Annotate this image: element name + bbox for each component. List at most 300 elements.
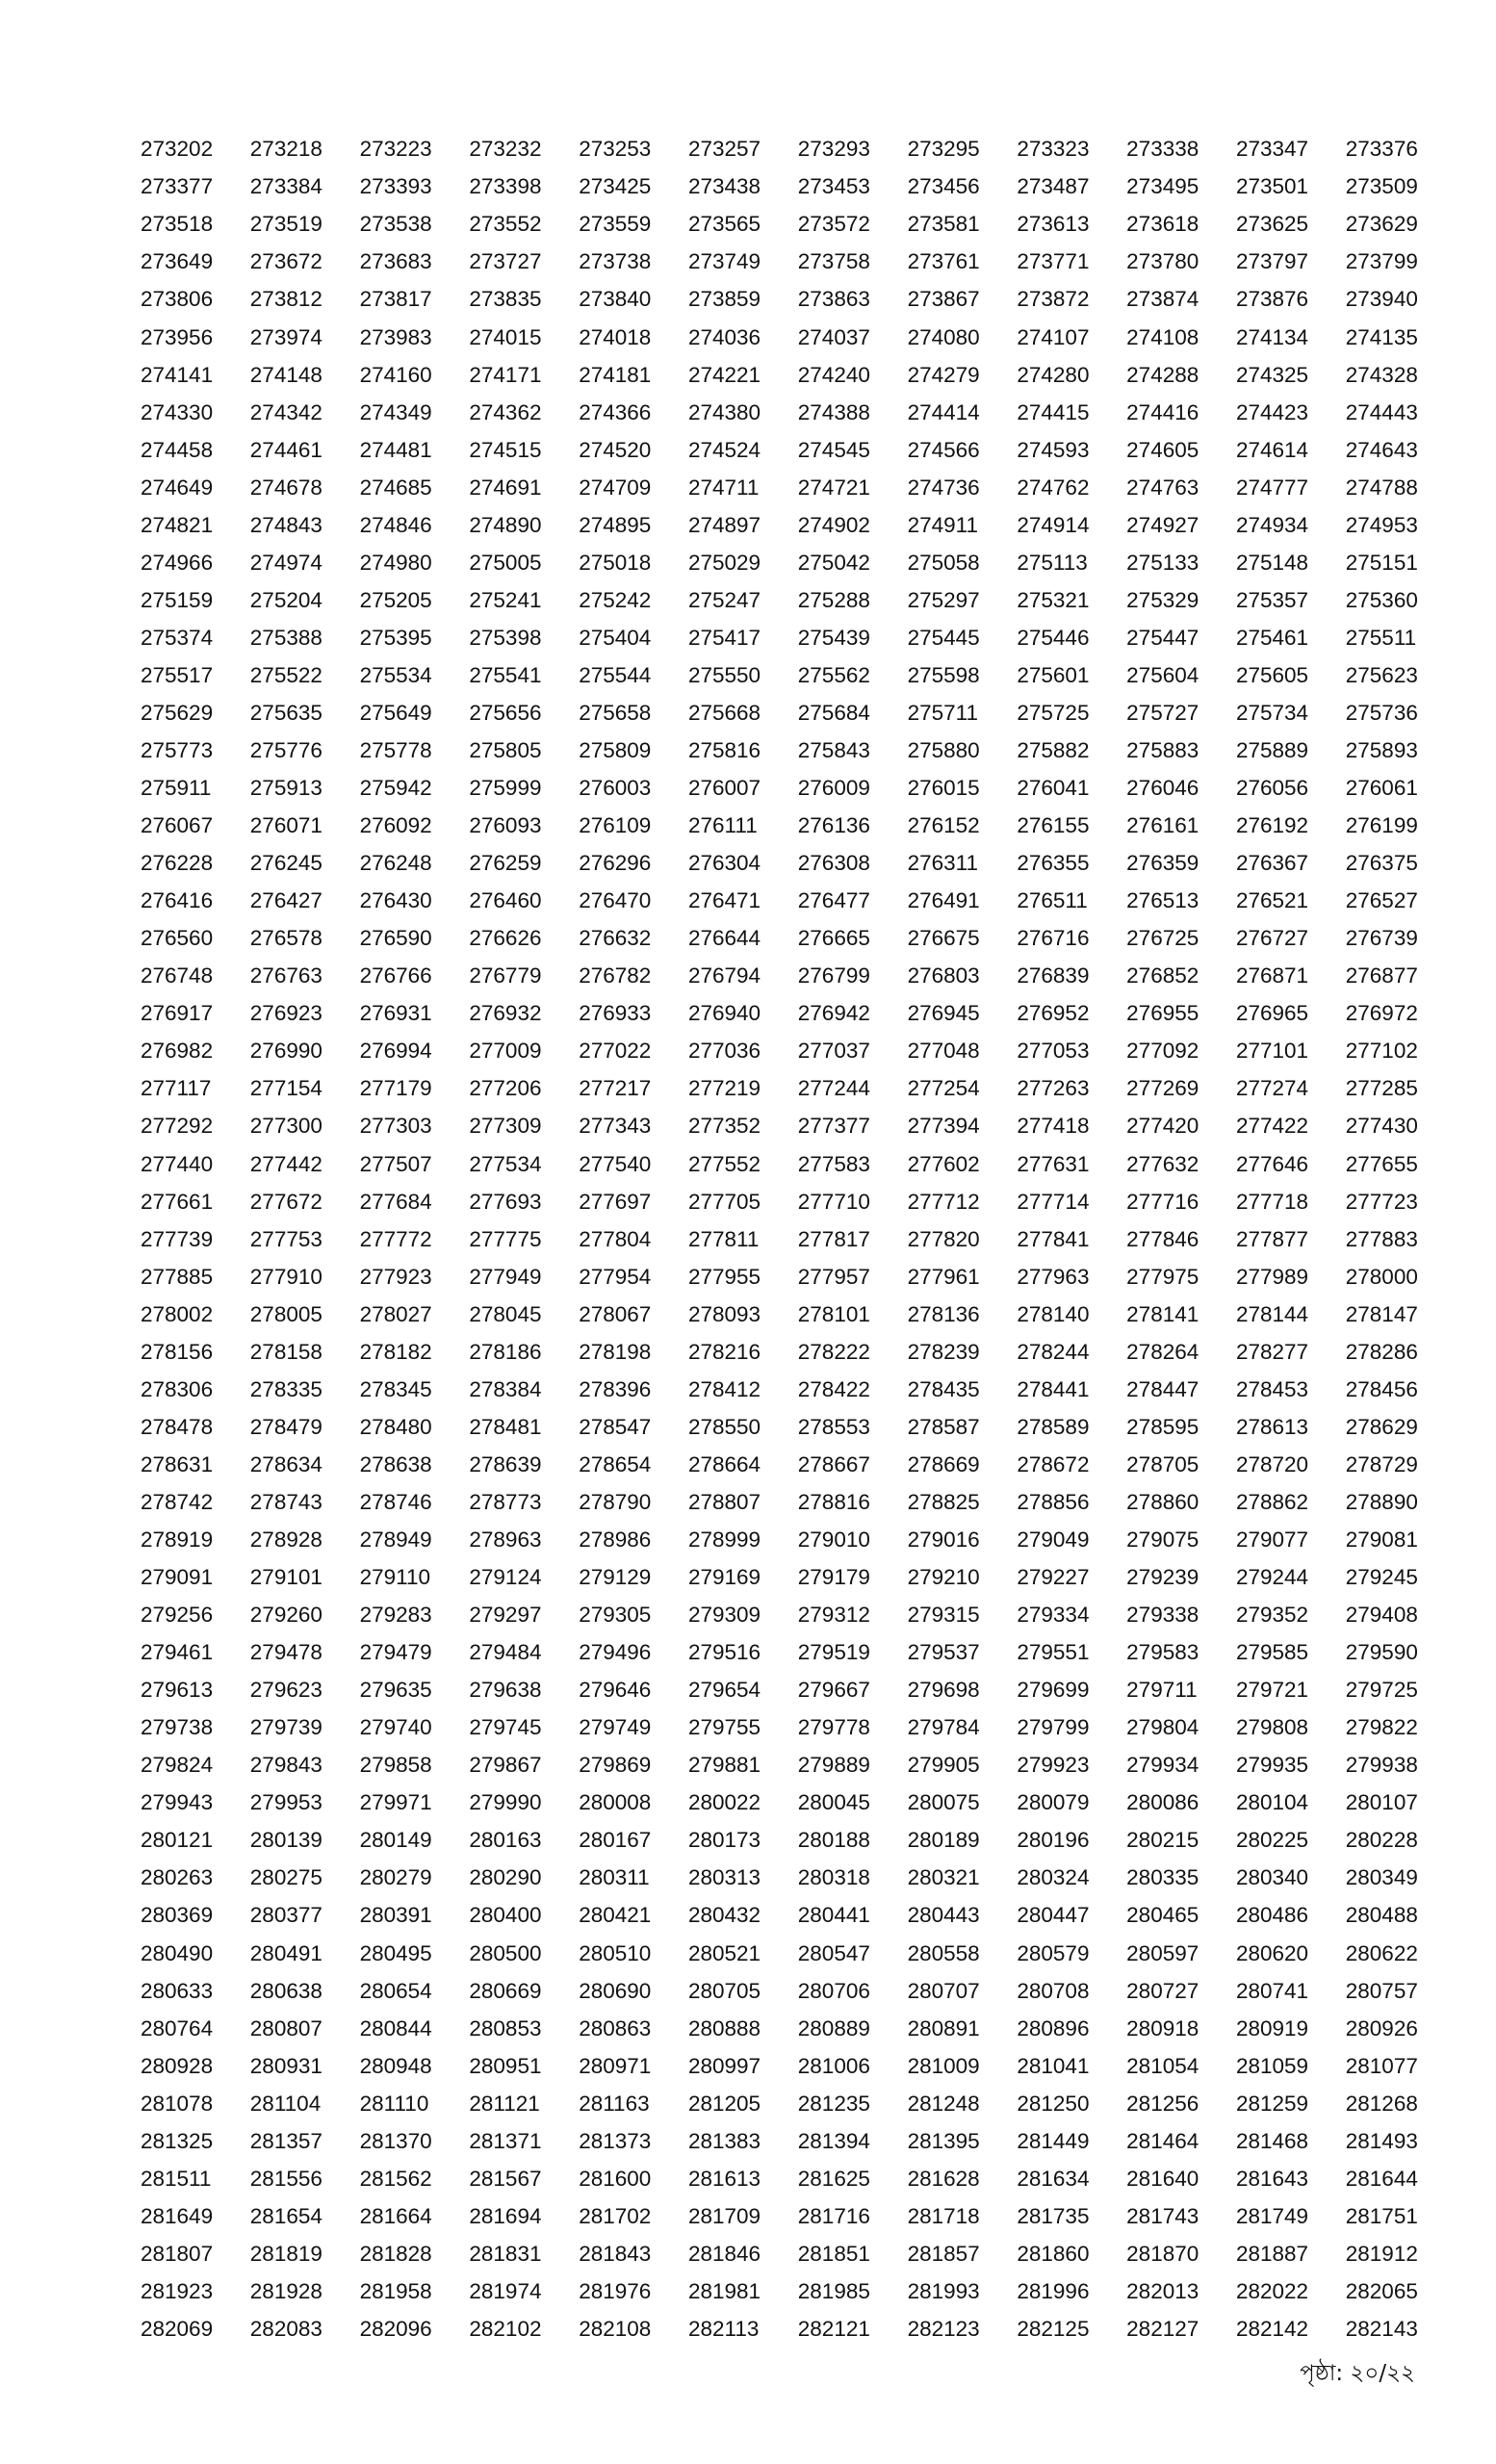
number-cell: 279755: [687, 1715, 761, 1740]
number-cell: 275776: [249, 738, 322, 763]
number-cell: 279124: [469, 1565, 542, 1590]
number-cell: 280079: [1017, 1790, 1090, 1815]
number-cell: 276994: [359, 1039, 432, 1064]
grid-row: [141, 620, 1431, 657]
number-cell: 279537: [907, 1640, 980, 1665]
number-cell: 274134: [1235, 324, 1309, 349]
number-cell: 274593: [1017, 437, 1090, 462]
grid-row: [141, 2273, 1431, 2311]
number-cell: 273629: [1345, 212, 1418, 237]
number-cell: 280104: [1235, 1790, 1309, 1815]
number-cell: 273295: [907, 137, 980, 162]
number-cell: 278746: [359, 1489, 432, 1514]
number-cell: 280500: [469, 1940, 542, 1965]
number-cell: 280926: [1345, 2015, 1418, 2040]
number-cell: 280075: [907, 1790, 980, 1815]
number-cell: 280196: [1017, 1828, 1090, 1853]
number-cell: 273940: [1345, 287, 1418, 312]
number-cell: 274279: [907, 362, 980, 387]
number-cell: 281807: [141, 2241, 214, 2266]
number-cell: 279843: [249, 1753, 322, 1778]
number-cell: 277989: [1235, 1264, 1309, 1289]
grid-row: [141, 1522, 1431, 1559]
number-cell: 278198: [579, 1339, 652, 1364]
number-cell: 274524: [687, 437, 761, 462]
number-cell: 276155: [1017, 813, 1090, 838]
number-cell: 277910: [249, 1264, 322, 1289]
number-cell: 273672: [249, 249, 322, 274]
number-cell: 278447: [1126, 1376, 1199, 1401]
number-cell: 278101: [797, 1301, 870, 1326]
number-cell: 273840: [579, 287, 652, 312]
number-cell: 281743: [1126, 2203, 1199, 2228]
number-cell: 279784: [907, 1715, 980, 1740]
number-cell: 276015: [907, 776, 980, 801]
grid-row: [141, 883, 1431, 920]
grid-row: [141, 845, 1431, 883]
number-cell: 279551: [1017, 1640, 1090, 1665]
number-cell: 275357: [1235, 587, 1309, 612]
number-cell: 281958: [359, 2278, 432, 2303]
number-cell: 276782: [579, 963, 652, 988]
number-cell: 276665: [797, 926, 870, 951]
number-cell: 281912: [1345, 2241, 1418, 2266]
number-cell: 280741: [1235, 1978, 1309, 2003]
number-cell: 277540: [579, 1151, 652, 1176]
number-cell: 274902: [797, 512, 870, 537]
number-cell: 279778: [797, 1715, 870, 1740]
number-cell: 273518: [141, 212, 214, 237]
grid-row: [141, 1822, 1431, 1860]
number-cell: 280173: [687, 1828, 761, 1853]
number-cell: 277632: [1126, 1151, 1199, 1176]
number-cell: 274691: [469, 475, 542, 500]
number-cell: 273876: [1235, 287, 1309, 312]
number-cell: 281121: [469, 2091, 540, 2116]
number-cell: 278027: [359, 1301, 432, 1326]
grid-row: [141, 1296, 1431, 1333]
number-cell: 273983: [359, 324, 432, 349]
number-cell: 276367: [1235, 851, 1309, 876]
number-cell: 276359: [1126, 851, 1199, 876]
number-cell: 277885: [141, 1264, 214, 1289]
number-cell: 280706: [797, 1978, 870, 2003]
number-cell: 280465: [1126, 1903, 1199, 1928]
number-cell: 275005: [469, 550, 542, 575]
grid-row: [141, 1597, 1431, 1634]
number-cell: 278186: [469, 1339, 542, 1364]
grid-row: [141, 1784, 1431, 1822]
number-cell: 281059: [1235, 2053, 1309, 2078]
number-cell: 279881: [687, 1753, 761, 1778]
number-cell: 275725: [1017, 700, 1090, 725]
number-cell: 279583: [1126, 1640, 1199, 1665]
number-cell: 276311: [907, 851, 978, 876]
number-cell: 280188: [797, 1828, 870, 1853]
number-cell: 279077: [1235, 1527, 1309, 1552]
number-cell: 273438: [687, 174, 761, 199]
number-cell: 273232: [469, 137, 542, 162]
number-cell: 281464: [1126, 2128, 1199, 2153]
number-cell: 278480: [359, 1414, 432, 1439]
number-cell: 277693: [469, 1189, 542, 1214]
grid-row: [141, 168, 1431, 206]
number-cell: 276470: [579, 888, 652, 913]
number-cell: 277655: [1345, 1151, 1418, 1176]
number-cell: 277705: [687, 1189, 761, 1214]
number-cell: 280844: [359, 2015, 432, 2040]
grid-row: [141, 657, 1431, 695]
number-cell: 276375: [1345, 851, 1418, 876]
number-cell: 281078: [141, 2091, 214, 2116]
grid-row: [141, 1672, 1431, 1709]
number-cell: 280620: [1235, 1940, 1309, 1965]
number-cell: 273323: [1017, 137, 1090, 162]
number-cell: 277817: [797, 1226, 870, 1251]
number-cell: 277422: [1235, 1114, 1309, 1139]
number-cell: 274911: [907, 512, 978, 537]
grid-row: [141, 2047, 1431, 2085]
number-cell: 276192: [1235, 813, 1309, 838]
number-cell: 276779: [469, 963, 542, 988]
number-cell: 274160: [359, 362, 432, 387]
number-cell: 278479: [249, 1414, 322, 1439]
number-cell: 274545: [797, 437, 870, 462]
number-cell: 277430: [1345, 1114, 1418, 1139]
number-cell: 276071: [249, 813, 322, 838]
number-cell: 276003: [579, 776, 652, 801]
number-cell: 280167: [579, 1828, 652, 1853]
grid-row: [141, 770, 1431, 808]
number-cell: 279889: [797, 1753, 870, 1778]
number-cell: 281625: [797, 2166, 870, 2191]
number-cell: 276725: [1126, 926, 1199, 951]
number-cell: 282102: [469, 2316, 542, 2341]
grid-row: [141, 2010, 1431, 2047]
number-cell: 279129: [579, 1565, 652, 1590]
number-cell: 276477: [797, 888, 870, 913]
number-cell: 277534: [469, 1151, 542, 1176]
number-cell: 279635: [359, 1678, 432, 1703]
number-cell: 274914: [1017, 512, 1090, 537]
number-cell: 277036: [687, 1039, 761, 1064]
number-cell: 280633: [141, 1978, 214, 2003]
number-cell: 275511: [1345, 625, 1417, 650]
number-cell: 280891: [907, 2015, 980, 2040]
number-cell: 281248: [907, 2091, 980, 2116]
number-cell: 279169: [687, 1565, 761, 1590]
number-cell: 278729: [1345, 1451, 1418, 1476]
number-cell: 275329: [1126, 587, 1199, 612]
number-cell: 282069: [141, 2316, 214, 2341]
number-cell: 279081: [1345, 1527, 1418, 1552]
number-cell: 279260: [249, 1603, 322, 1628]
number-cell: 279256: [141, 1603, 214, 1628]
number-cell: 280491: [249, 1940, 322, 1965]
number-cell: 273683: [359, 249, 432, 274]
number-cell: 274148: [249, 362, 322, 387]
number-cell: 281996: [1017, 2278, 1090, 2303]
grid-row: [141, 131, 1431, 168]
number-cell: 278045: [469, 1301, 542, 1326]
number-cell: 273519: [249, 212, 322, 237]
number-cell: 273384: [249, 174, 322, 199]
number-cell: 280275: [249, 1865, 322, 1890]
number-cell: 276839: [1017, 963, 1090, 988]
number-cell: 282083: [249, 2316, 322, 2341]
number-cell: 280971: [579, 2053, 652, 2078]
number-cell: 279869: [579, 1753, 652, 1778]
number-cell: 277820: [907, 1226, 980, 1251]
number-cell: 281640: [1126, 2166, 1199, 2191]
grid-row: [141, 1258, 1431, 1296]
number-cell: 278790: [579, 1489, 652, 1514]
number-cell: 273393: [359, 174, 432, 199]
number-cell: 275889: [1235, 738, 1309, 763]
number-cell: 275736: [1345, 700, 1418, 725]
number-cell: 279016: [907, 1527, 980, 1552]
number-cell: 276427: [249, 888, 322, 913]
number-cell: 273456: [907, 174, 980, 199]
number-cell: 276259: [469, 851, 542, 876]
number-cell: 277631: [1017, 1151, 1090, 1176]
number-cell: 276945: [907, 1001, 980, 1026]
number-cell: 279334: [1017, 1603, 1090, 1628]
number-cell: 281976: [579, 2278, 652, 2303]
page-number: পৃষ্ঠা: ২০/২২: [1300, 2361, 1415, 2386]
number-cell: 280121: [141, 1828, 214, 1853]
number-cell: 274643: [1345, 437, 1418, 462]
number-cell: 282108: [579, 2316, 652, 2341]
number-cell: 275550: [687, 662, 761, 687]
number-cell: 273538: [359, 212, 432, 237]
number-cell: 280888: [687, 2015, 761, 2040]
number-cell: 274788: [1345, 475, 1418, 500]
number-cell: 277883: [1345, 1226, 1418, 1251]
number-cell: 280486: [1235, 1903, 1309, 1928]
number-cell: 275883: [1126, 738, 1199, 763]
number-cell: 278629: [1345, 1414, 1418, 1439]
number-cell: 276803: [907, 963, 980, 988]
number-cell: 277955: [687, 1264, 761, 1289]
number-cell: 275562: [797, 662, 870, 687]
number-cell: 281846: [687, 2241, 761, 2266]
number-cell: 275604: [1126, 662, 1199, 687]
number-cell: 278595: [1126, 1414, 1199, 1439]
number-cell: 275204: [249, 587, 322, 612]
grid-row: [141, 1559, 1431, 1597]
number-cell: 277053: [1017, 1039, 1090, 1064]
number-cell: 277206: [469, 1076, 542, 1101]
number-cell: 279075: [1126, 1527, 1199, 1552]
number-cell: 273509: [1345, 174, 1418, 199]
number-cell: 274678: [249, 475, 322, 500]
number-cell: 274461: [249, 437, 322, 462]
number-cell: 274388: [797, 399, 870, 424]
number-cell: 278478: [141, 1414, 214, 1439]
number-cell: 278856: [1017, 1489, 1090, 1514]
number-cell: 278412: [687, 1376, 761, 1401]
number-cell: 280324: [1017, 1865, 1090, 1890]
number-cell: 276416: [141, 888, 214, 913]
number-cell: 277661: [141, 1189, 214, 1214]
grid-row: [141, 2198, 1431, 2236]
number-cell: 273398: [469, 174, 542, 199]
number-cell: 273347: [1235, 137, 1309, 162]
number-cell: 280521: [687, 1940, 761, 1965]
number-cell: 277646: [1235, 1151, 1309, 1176]
grid-row: [141, 2161, 1431, 2198]
number-cell: 276491: [907, 888, 980, 913]
number-cell: 281981: [687, 2278, 761, 2303]
number-cell: 279646: [579, 1678, 652, 1703]
number-cell: 281870: [1126, 2241, 1199, 2266]
number-cell: 281268: [1345, 2091, 1418, 2116]
grid-row: [141, 1747, 1431, 1784]
grid-row: [141, 732, 1431, 770]
number-cell: 280707: [907, 1978, 980, 2003]
number-cell: 279297: [469, 1603, 542, 1628]
grid-row: [141, 319, 1431, 356]
number-cell: 275913: [249, 776, 322, 801]
number-cell: 275517: [141, 662, 214, 687]
number-cell: 281077: [1345, 2053, 1418, 2078]
number-cell: 279590: [1345, 1640, 1418, 1665]
number-cell: 275880: [907, 738, 980, 763]
number-cell: 278158: [249, 1339, 322, 1364]
number-cell: 277154: [249, 1076, 322, 1101]
number-cell: 277772: [359, 1226, 432, 1251]
number-cell: 281718: [907, 2203, 980, 2228]
number-cell: 273218: [249, 137, 322, 162]
number-cell: 281357: [249, 2128, 322, 2153]
number-cell: 274414: [907, 399, 980, 424]
number-cell: 277804: [579, 1226, 652, 1251]
number-cell: 281664: [359, 2203, 432, 2228]
number-cell: 278182: [359, 1339, 432, 1364]
number-cell: 276161: [1126, 813, 1199, 838]
number-cell: 281556: [249, 2166, 322, 2191]
number-cell: 279245: [1345, 1565, 1418, 1590]
number-cell: 279461: [141, 1640, 214, 1665]
number-cell: 273581: [907, 212, 980, 237]
number-cell: 281511: [141, 2166, 212, 2191]
number-cell: 279905: [907, 1753, 980, 1778]
number-cell: 279935: [1235, 1753, 1309, 1778]
number-cell: 273376: [1345, 137, 1418, 162]
number-cell: 279725: [1345, 1678, 1418, 1703]
number-cell: 282142: [1235, 2316, 1309, 2341]
number-cell: 281104: [249, 2091, 322, 2116]
number-cell: 279110: [359, 1565, 431, 1590]
number-cell: 277507: [359, 1151, 432, 1176]
number-cell: 277697: [579, 1189, 652, 1214]
grid-row: [141, 206, 1431, 244]
number-cell: 281567: [469, 2166, 542, 2191]
number-cell: 277219: [687, 1076, 761, 1101]
number-cell: 280997: [687, 2053, 761, 2078]
number-cell: 274328: [1345, 362, 1418, 387]
number-cell: 277975: [1126, 1264, 1199, 1289]
number-cell: 273780: [1126, 249, 1199, 274]
number-cell: 276739: [1345, 926, 1418, 951]
grid-row: [141, 545, 1431, 582]
number-cell: 277263: [1017, 1076, 1090, 1101]
number-cell: 275445: [907, 625, 980, 650]
number-cell: 273559: [579, 212, 652, 237]
grid-row: [141, 394, 1431, 431]
number-cell: 280149: [359, 1828, 432, 1853]
number-cell: 278093: [687, 1301, 761, 1326]
number-cell: 279799: [1017, 1715, 1090, 1740]
number-cell: 279749: [579, 1715, 652, 1740]
number-cell: 281819: [249, 2241, 322, 2266]
number-cell: 279990: [469, 1790, 542, 1815]
grid-row: [141, 1709, 1431, 1747]
number-cell: 274415: [1017, 399, 1090, 424]
number-cell: 275151: [1345, 550, 1418, 575]
number-cell: 273738: [579, 249, 652, 274]
number-cell: 277300: [249, 1114, 322, 1139]
number-cell: 278613: [1235, 1414, 1309, 1439]
number-cell: 276308: [797, 851, 870, 876]
number-cell: 278216: [687, 1339, 761, 1364]
number-cell: 280705: [687, 1978, 761, 2003]
number-cell: 281749: [1235, 2203, 1309, 2228]
number-cell: 276794: [687, 963, 761, 988]
number-cell: 276513: [1126, 888, 1199, 913]
grid-row: [141, 1183, 1431, 1220]
number-cell: 279484: [469, 1640, 542, 1665]
number-cell: 277179: [359, 1076, 432, 1101]
number-cell: 273618: [1126, 212, 1199, 237]
number-cell: 278384: [469, 1376, 542, 1401]
number-cell: 274362: [469, 399, 542, 424]
number-cell: 275447: [1126, 625, 1199, 650]
number-cell: 276748: [141, 963, 214, 988]
number-cell: 280928: [141, 2053, 214, 2078]
number-cell: 277244: [797, 1076, 870, 1101]
number-cell: 279867: [469, 1753, 542, 1778]
number-cell: 276940: [687, 1001, 761, 1026]
grid-row: [141, 244, 1431, 281]
number-cell: 280853: [469, 2015, 542, 2040]
grid-row: [141, 695, 1431, 732]
number-cell: 278654: [579, 1451, 652, 1476]
number-cell: 274927: [1126, 512, 1199, 537]
number-cell: 275398: [469, 625, 542, 650]
grid-row: [141, 1220, 1431, 1258]
number-cell: 280654: [359, 1978, 432, 2003]
number-cell: 273501: [1235, 174, 1309, 199]
number-cell: 275461: [1235, 625, 1309, 650]
number-cell: 278002: [141, 1301, 214, 1326]
number-cell: 273649: [141, 249, 214, 274]
number-cell: 281857: [907, 2241, 980, 2266]
number-cell: 274966: [141, 550, 214, 575]
number-cell: 273202: [141, 137, 214, 162]
number-cell: 278222: [797, 1339, 870, 1364]
number-cell: 279740: [359, 1715, 432, 1740]
number-cell: 276245: [249, 851, 322, 876]
grid-row: [141, 1897, 1431, 1935]
number-cell: 278890: [1345, 1489, 1418, 1514]
number-cell: 281702: [579, 2203, 652, 2228]
number-cell: 276460: [469, 888, 542, 913]
number-cell: 280951: [469, 2053, 542, 2078]
number-cell: 275148: [1235, 550, 1309, 575]
number-cell: 279315: [907, 1603, 980, 1628]
